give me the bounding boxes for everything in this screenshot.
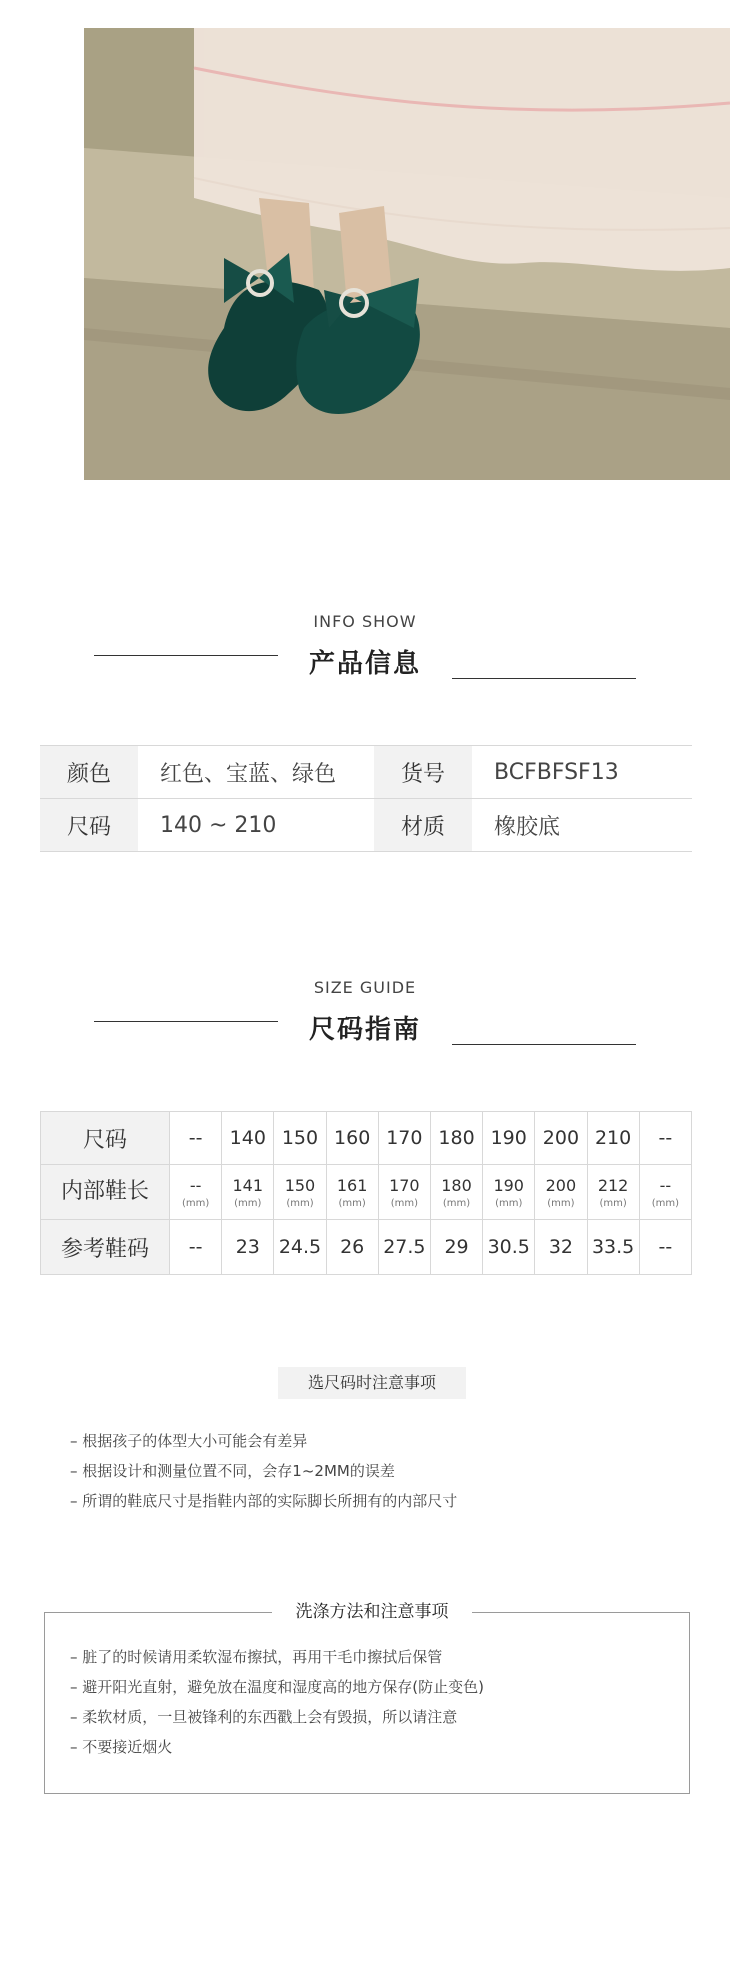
list-item: – 柔软材质，一旦被锋利的东西戳上会有毁损，所以请注意 <box>70 1702 484 1732</box>
unit-label: (mm) <box>599 1197 627 1209</box>
size-cell: 170 <box>378 1112 430 1165</box>
list-item: – 避开阳光直射，避免放在温度和湿度高的地方保存(防止变色) <box>70 1672 484 1702</box>
size-cn-title: 尺码指南 <box>308 1015 421 1045</box>
unit-label: (mm) <box>390 1197 418 1209</box>
inner-length-cell <box>587 1165 639 1220</box>
divider-right <box>452 678 636 679</box>
inner-length-value: 150 <box>284 1176 316 1196</box>
ref-size-cell: 24.5 <box>274 1220 326 1275</box>
divider-left <box>94 1021 278 1022</box>
inner-length-value: 141 <box>232 1176 264 1196</box>
row-header: 内部鞋长 <box>41 1165 170 1220</box>
inner-length-row <box>41 1165 692 1220</box>
ref-size-row <box>41 1220 692 1275</box>
ref-size-cell: -- <box>639 1220 691 1275</box>
list-item: – 不要接近烟火 <box>70 1732 484 1762</box>
info-key: 尺码 <box>40 799 138 852</box>
wash-title: 洗涤方法和注意事项 <box>272 1600 472 1624</box>
inner-length-cell <box>222 1165 274 1220</box>
ref-size-cell: -- <box>170 1220 222 1275</box>
inner-length-value: -- <box>659 1176 672 1196</box>
info-row <box>40 799 692 852</box>
notice-title: 选尺码时注意事项 <box>278 1367 466 1399</box>
ref-size-cell: 33.5 <box>587 1220 639 1275</box>
info-value: 橡胶底 <box>472 799 692 852</box>
size-cell: 150 <box>274 1112 326 1165</box>
unit-label: (mm) <box>338 1197 366 1209</box>
ref-size-cell: 30.5 <box>483 1220 535 1275</box>
info-table <box>40 745 692 852</box>
size-cell: 190 <box>483 1112 535 1165</box>
unit-label: (mm) <box>495 1197 523 1209</box>
size-cell: 160 <box>326 1112 378 1165</box>
inner-length-value: 161 <box>336 1176 368 1196</box>
size-cell: 210 <box>587 1112 639 1165</box>
row-header: 参考鞋码 <box>41 1220 170 1275</box>
info-en-title: INFO SHOW <box>313 612 417 631</box>
product-photo <box>84 28 730 480</box>
inner-length-cell <box>483 1165 535 1220</box>
inner-length-cell <box>170 1165 222 1220</box>
info-key: 颜色 <box>40 746 138 799</box>
list-item: – 脏了的时候请用柔软湿布擦拭，再用干毛巾擦拭后保管 <box>70 1642 484 1672</box>
divider-right <box>452 1044 636 1045</box>
list-item: – 根据设计和测量位置不同，会存1~2MM的误差 <box>70 1456 457 1486</box>
notice-list <box>70 1426 457 1516</box>
inner-length-value: -- <box>189 1176 202 1196</box>
inner-length-value: 212 <box>597 1176 629 1196</box>
size-cell: -- <box>639 1112 691 1165</box>
inner-length-value: 190 <box>493 1176 524 1196</box>
size-cell: -- <box>170 1112 222 1165</box>
inner-length-cell <box>639 1165 691 1220</box>
unit-label: (mm) <box>286 1197 314 1209</box>
unit-label: (mm) <box>234 1197 262 1209</box>
info-value: BCFBFSF13 <box>472 746 692 799</box>
size-cell: 180 <box>430 1112 482 1165</box>
unit-label: (mm) <box>181 1197 210 1209</box>
size-row <box>41 1112 692 1165</box>
size-cell: 140 <box>222 1112 274 1165</box>
size-en-title: SIZE GUIDE <box>313 978 417 997</box>
divider-left <box>94 655 278 656</box>
unit-label: (mm) <box>442 1197 471 1209</box>
info-row <box>40 746 692 799</box>
row-header: 尺码 <box>41 1112 170 1165</box>
wash-list <box>70 1642 484 1762</box>
list-item: – 根据孩子的体型大小可能会有差异 <box>70 1426 457 1456</box>
info-key: 货号 <box>374 746 472 799</box>
info-section-header <box>0 612 730 680</box>
info-value: 140 ~ 210 <box>138 799 374 852</box>
inner-length-cell <box>378 1165 430 1220</box>
unit-label: (mm) <box>651 1197 679 1209</box>
inner-length-value: 170 <box>389 1176 420 1196</box>
ref-size-cell: 27.5 <box>378 1220 430 1275</box>
info-cn-title: 产品信息 <box>308 649 421 679</box>
inner-length-value: 200 <box>545 1176 577 1196</box>
ref-size-cell: 23 <box>222 1220 274 1275</box>
inner-length-cell <box>535 1165 587 1220</box>
inner-length-cell <box>274 1165 326 1220</box>
inner-length-cell <box>430 1165 482 1220</box>
size-section-header <box>0 978 730 1046</box>
info-value: 红色、宝蓝、绿色 <box>138 746 374 799</box>
size-cell: 200 <box>535 1112 587 1165</box>
ref-size-cell: 32 <box>535 1220 587 1275</box>
info-key: 材质 <box>374 799 472 852</box>
unit-label: (mm) <box>547 1197 575 1209</box>
list-item: – 所谓的鞋底尺寸是指鞋内部的实际脚长所拥有的内部尺寸 <box>70 1486 457 1516</box>
inner-length-cell <box>326 1165 378 1220</box>
inner-length-value: 180 <box>441 1176 472 1196</box>
size-table <box>40 1111 692 1275</box>
ref-size-cell: 29 <box>430 1220 482 1275</box>
ref-size-cell: 26 <box>326 1220 378 1275</box>
